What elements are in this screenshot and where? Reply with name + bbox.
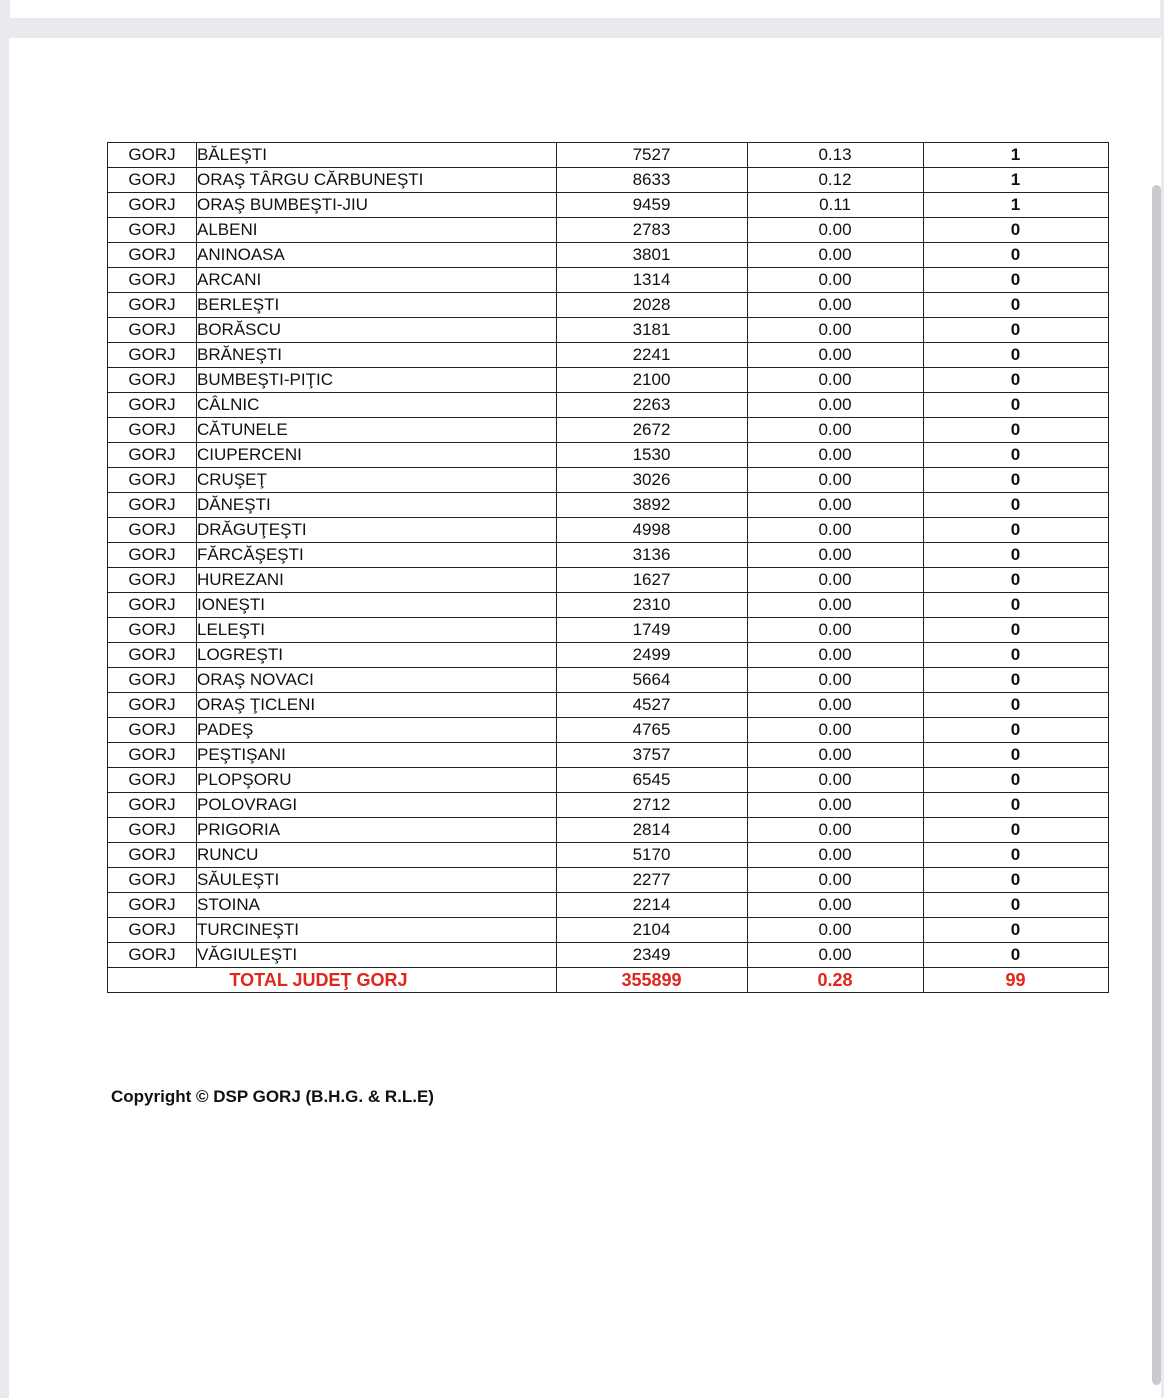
table-row xyxy=(108,918,1109,943)
population-cell: 2241 xyxy=(556,343,747,368)
locality-cell: PLOPŞORU xyxy=(197,768,557,793)
table-row xyxy=(108,268,1109,293)
table-row xyxy=(108,218,1109,243)
cases-cell: 0 xyxy=(923,818,1108,843)
rate-cell: 0.00 xyxy=(747,918,923,943)
county-cell: GORJ xyxy=(108,218,197,243)
table-row xyxy=(108,793,1109,818)
cases-cell: 1 xyxy=(923,168,1108,193)
copyright-text: Copyright © DSP GORJ (B.H.G. & R.L.E) xyxy=(111,1087,434,1106)
county-cell: GORJ xyxy=(108,743,197,768)
population-cell: 3136 xyxy=(556,543,747,568)
table-row xyxy=(108,468,1109,493)
county-cell: GORJ xyxy=(108,193,197,218)
table-row xyxy=(108,693,1109,718)
locality-cell: STOINA xyxy=(197,893,557,918)
population-cell: 3026 xyxy=(556,468,747,493)
county-cell: GORJ xyxy=(108,343,197,368)
rate-cell: 0.00 xyxy=(747,868,923,893)
locality-cell: FĂRCĂŞEŞTI xyxy=(197,543,557,568)
cases-cell: 0 xyxy=(923,768,1108,793)
population-cell: 3801 xyxy=(556,243,747,268)
table-row xyxy=(108,643,1109,668)
county-cell: GORJ xyxy=(108,868,197,893)
locality-cell: ORAŞ BUMBEŞTI-JIU xyxy=(197,193,557,218)
table-row xyxy=(108,243,1109,268)
rate-cell: 0.00 xyxy=(747,293,923,318)
table-row xyxy=(108,868,1109,893)
rate-cell: 0.00 xyxy=(747,393,923,418)
county-cell: GORJ xyxy=(108,518,197,543)
locality-cell: BORĂSCU xyxy=(197,318,557,343)
locality-cell: CĂTUNELE xyxy=(197,418,557,443)
population-cell: 2712 xyxy=(556,793,747,818)
county-cell: GORJ xyxy=(108,393,197,418)
total-row xyxy=(108,968,1109,993)
cases-cell: 0 xyxy=(923,468,1108,493)
locality-cell: BUMBEŞTI-PIŢIC xyxy=(197,368,557,393)
county-cell: GORJ xyxy=(108,943,197,968)
cases-cell: 0 xyxy=(923,568,1108,593)
locality-cell: CÂLNIC xyxy=(197,393,557,418)
cases-cell: 0 xyxy=(923,693,1108,718)
table-row xyxy=(108,518,1109,543)
rate-cell: 0.00 xyxy=(747,668,923,693)
rate-cell: 0.00 xyxy=(747,318,923,343)
rate-cell: 0.00 xyxy=(747,343,923,368)
locality-cell: CRUŞEŢ xyxy=(197,468,557,493)
cases-cell: 1 xyxy=(923,143,1108,168)
table-row xyxy=(108,168,1109,193)
total-population: 355899 xyxy=(556,968,747,993)
table-row xyxy=(108,618,1109,643)
rate-cell: 0.00 xyxy=(747,793,923,818)
locality-cell: DĂNEŞTI xyxy=(197,493,557,518)
county-cell: GORJ xyxy=(108,143,197,168)
rate-cell: 0.00 xyxy=(747,268,923,293)
population-cell: 2214 xyxy=(556,893,747,918)
locality-cell: BERLEŞTI xyxy=(197,293,557,318)
rate-cell: 0.00 xyxy=(747,593,923,618)
population-cell: 2100 xyxy=(556,368,747,393)
incidence-table xyxy=(107,142,1109,993)
cases-cell: 0 xyxy=(923,668,1108,693)
cases-cell: 1 xyxy=(923,193,1108,218)
table-row xyxy=(108,393,1109,418)
locality-cell: ORAŞ NOVACI xyxy=(197,668,557,693)
total-cases: 99 xyxy=(923,968,1108,993)
locality-cell: VĂGIULEŞTI xyxy=(197,943,557,968)
population-cell: 1749 xyxy=(556,618,747,643)
table-row xyxy=(108,818,1109,843)
population-cell: 2277 xyxy=(556,868,747,893)
table-row xyxy=(108,668,1109,693)
rate-cell: 0.00 xyxy=(747,368,923,393)
cases-cell: 0 xyxy=(923,393,1108,418)
county-cell: GORJ xyxy=(108,843,197,868)
population-cell: 3892 xyxy=(556,493,747,518)
population-cell: 2349 xyxy=(556,943,747,968)
locality-cell: POLOVRAGI xyxy=(197,793,557,818)
population-cell: 2263 xyxy=(556,393,747,418)
cases-cell: 0 xyxy=(923,893,1108,918)
table-row xyxy=(108,568,1109,593)
population-cell: 1530 xyxy=(556,443,747,468)
document-page xyxy=(9,38,1161,1398)
locality-cell: LOGREŞTI xyxy=(197,643,557,668)
population-cell: 3757 xyxy=(556,743,747,768)
county-cell: GORJ xyxy=(108,718,197,743)
cases-cell: 0 xyxy=(923,318,1108,343)
table-row xyxy=(108,943,1109,968)
locality-cell: ARCANI xyxy=(197,268,557,293)
locality-cell: CIUPERCENI xyxy=(197,443,557,468)
county-cell: GORJ xyxy=(108,818,197,843)
locality-cell: DRĂGUŢEŞTI xyxy=(197,518,557,543)
cases-cell: 0 xyxy=(923,643,1108,668)
rate-cell: 0.00 xyxy=(747,243,923,268)
population-cell: 8633 xyxy=(556,168,747,193)
locality-cell: LELEŞTI xyxy=(197,618,557,643)
county-cell: GORJ xyxy=(108,418,197,443)
cases-cell: 0 xyxy=(923,518,1108,543)
rate-cell: 0.00 xyxy=(747,218,923,243)
rate-cell: 0.00 xyxy=(747,518,923,543)
cases-cell: 0 xyxy=(923,843,1108,868)
rate-cell: 0.11 xyxy=(747,193,923,218)
locality-cell: BĂLEŞTI xyxy=(197,143,557,168)
rate-cell: 0.00 xyxy=(747,718,923,743)
table-row xyxy=(108,493,1109,518)
population-cell: 1627 xyxy=(556,568,747,593)
population-cell: 4765 xyxy=(556,718,747,743)
county-cell: GORJ xyxy=(108,593,197,618)
table-row xyxy=(108,143,1109,168)
locality-cell: HUREZANI xyxy=(197,568,557,593)
population-cell: 5170 xyxy=(556,843,747,868)
cases-cell: 0 xyxy=(923,868,1108,893)
rate-cell: 0.00 xyxy=(747,468,923,493)
county-cell: GORJ xyxy=(108,768,197,793)
county-cell: GORJ xyxy=(108,243,197,268)
population-cell: 9459 xyxy=(556,193,747,218)
table-row xyxy=(108,593,1109,618)
rate-cell: 0.00 xyxy=(747,893,923,918)
county-cell: GORJ xyxy=(108,293,197,318)
cases-cell: 0 xyxy=(923,618,1108,643)
locality-cell: PADEŞ xyxy=(197,718,557,743)
county-cell: GORJ xyxy=(108,893,197,918)
cases-cell: 0 xyxy=(923,918,1108,943)
rate-cell: 0.00 xyxy=(747,568,923,593)
table-row xyxy=(108,318,1109,343)
county-cell: GORJ xyxy=(108,468,197,493)
county-cell: GORJ xyxy=(108,443,197,468)
rate-cell: 0.00 xyxy=(747,743,923,768)
rate-cell: 0.00 xyxy=(747,768,923,793)
locality-cell: ORAŞ TÂRGU CĂRBUNEŞTI xyxy=(197,168,557,193)
population-cell: 2814 xyxy=(556,818,747,843)
table-row xyxy=(108,543,1109,568)
county-cell: GORJ xyxy=(108,543,197,568)
rate-cell: 0.13 xyxy=(747,143,923,168)
locality-cell: PEŞTIŞANI xyxy=(197,743,557,768)
county-cell: GORJ xyxy=(108,568,197,593)
locality-cell: RUNCU xyxy=(197,843,557,868)
county-cell: GORJ xyxy=(108,368,197,393)
table-body xyxy=(108,143,1109,993)
rate-cell: 0.00 xyxy=(747,693,923,718)
population-cell: 4998 xyxy=(556,518,747,543)
county-cell: GORJ xyxy=(108,643,197,668)
cases-cell: 0 xyxy=(923,743,1108,768)
population-cell: 5664 xyxy=(556,668,747,693)
rate-cell: 0.00 xyxy=(747,643,923,668)
population-cell: 2672 xyxy=(556,418,747,443)
table-row xyxy=(108,418,1109,443)
population-cell: 2499 xyxy=(556,643,747,668)
county-cell: GORJ xyxy=(108,493,197,518)
cases-cell: 0 xyxy=(923,293,1108,318)
population-cell: 2783 xyxy=(556,218,747,243)
rate-cell: 0.00 xyxy=(747,493,923,518)
table-row xyxy=(108,893,1109,918)
rate-cell: 0.00 xyxy=(747,543,923,568)
locality-cell: PRIGORIA xyxy=(197,818,557,843)
previous-page-edge xyxy=(10,0,1160,18)
population-cell: 1314 xyxy=(556,268,747,293)
locality-cell: ALBENI xyxy=(197,218,557,243)
cases-cell: 0 xyxy=(923,343,1108,368)
county-cell: GORJ xyxy=(108,618,197,643)
cases-cell: 0 xyxy=(923,718,1108,743)
table-row xyxy=(108,843,1109,868)
locality-cell: ORAŞ ŢICLENI xyxy=(197,693,557,718)
total-rate: 0.28 xyxy=(747,968,923,993)
locality-cell: TURCINEŞTI xyxy=(197,918,557,943)
table-row xyxy=(108,718,1109,743)
rate-cell: 0.00 xyxy=(747,943,923,968)
table-row xyxy=(108,443,1109,468)
county-cell: GORJ xyxy=(108,693,197,718)
cases-cell: 0 xyxy=(923,443,1108,468)
locality-cell: BRĂNEŞTI xyxy=(197,343,557,368)
cases-cell: 0 xyxy=(923,943,1108,968)
locality-cell: ANINOASA xyxy=(197,243,557,268)
total-label: TOTAL JUDEŢ GORJ xyxy=(197,968,557,993)
population-cell: 6545 xyxy=(556,768,747,793)
rate-cell: 0.00 xyxy=(747,818,923,843)
cases-cell: 0 xyxy=(923,418,1108,443)
population-cell: 2028 xyxy=(556,293,747,318)
total-county-cell xyxy=(108,968,197,993)
table-row xyxy=(108,293,1109,318)
county-cell: GORJ xyxy=(108,918,197,943)
locality-cell: IONEŞTI xyxy=(197,593,557,618)
rate-cell: 0.00 xyxy=(747,843,923,868)
county-cell: GORJ xyxy=(108,318,197,343)
cases-cell: 0 xyxy=(923,593,1108,618)
table-row xyxy=(108,343,1109,368)
cases-cell: 0 xyxy=(923,368,1108,393)
population-cell: 2310 xyxy=(556,593,747,618)
cases-cell: 0 xyxy=(923,543,1108,568)
scrollbar[interactable] xyxy=(1152,185,1161,1385)
county-cell: GORJ xyxy=(108,793,197,818)
rate-cell: 0.12 xyxy=(747,168,923,193)
county-cell: GORJ xyxy=(108,168,197,193)
table-row xyxy=(108,193,1109,218)
locality-cell: SĂULEŞTI xyxy=(197,868,557,893)
table-row xyxy=(108,743,1109,768)
county-cell: GORJ xyxy=(108,668,197,693)
population-cell: 4527 xyxy=(556,693,747,718)
table-row xyxy=(108,768,1109,793)
population-cell: 7527 xyxy=(556,143,747,168)
rate-cell: 0.00 xyxy=(747,418,923,443)
cases-cell: 0 xyxy=(923,268,1108,293)
population-cell: 3181 xyxy=(556,318,747,343)
county-cell: GORJ xyxy=(108,268,197,293)
rate-cell: 0.00 xyxy=(747,618,923,643)
population-cell: 2104 xyxy=(556,918,747,943)
cases-cell: 0 xyxy=(923,493,1108,518)
cases-cell: 0 xyxy=(923,243,1108,268)
table-row xyxy=(108,368,1109,393)
cases-cell: 0 xyxy=(923,218,1108,243)
rate-cell: 0.00 xyxy=(747,443,923,468)
cases-cell: 0 xyxy=(923,793,1108,818)
